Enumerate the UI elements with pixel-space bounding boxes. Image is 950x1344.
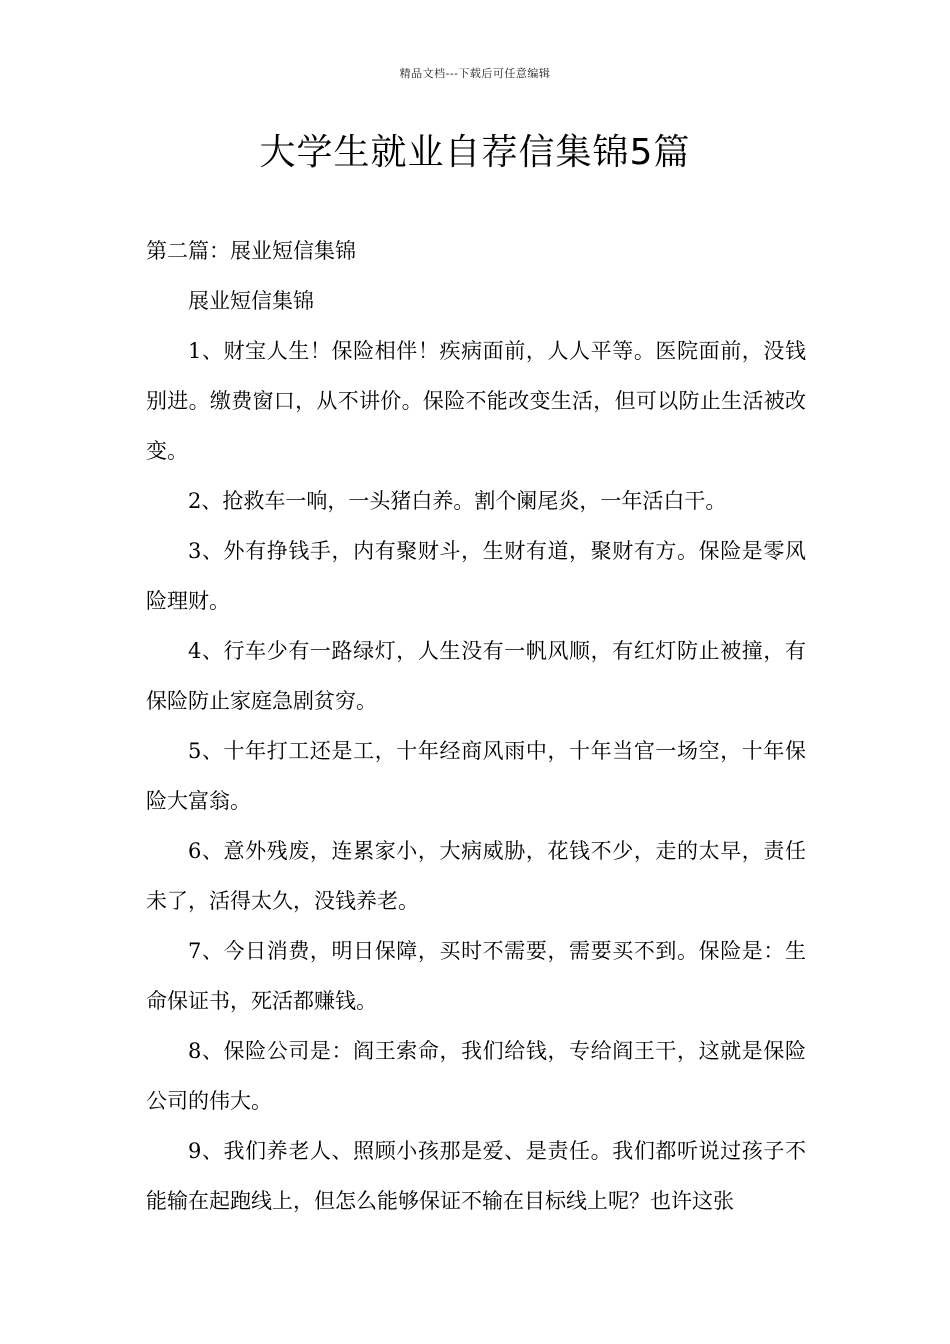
list-item: 5、十年打工还是工，十年经商风雨中，十年当官一场空，十年保险大富翁。: [146, 739, 806, 813]
document-title: 大学生就业自荐信集锦5篇: [259, 132, 691, 173]
list-item: 3、外有挣钱手，内有聚财斗，生财有道，聚财有方。保险是零风险理财。: [146, 539, 806, 613]
list-item: 2、抢救车一响，一头猪白养。割个阑尾炎，一年活白干。: [188, 489, 727, 513]
list-item: 4、行车少有一路绿灯，人生没有一帆风顺，有红灯防止被撞，有保险防止家庭急剧贫穷。: [146, 639, 806, 713]
subheading: 展业短信集锦: [188, 289, 314, 313]
list-item: 6、意外残废，连累家小，大病威胁，花钱不少，走的太早，责任未了，活得太久，没钱养老。: [146, 839, 806, 913]
document-body: [146, 226, 806, 1226]
list-item: 8、保险公司是：阎王索命，我们给钱，专给阎王干，这就是保险公司的伟大。: [146, 1039, 806, 1113]
header-note: 精品文档---下载后可任意编辑: [399, 67, 551, 80]
section-heading: 第二篇：展业短信集锦: [146, 239, 356, 263]
list-item: 7、今日消费，明日保障，买时不需要，需要买不到。保险是：生命保证书，死活都赚钱。: [146, 939, 806, 1013]
list-item: 1、财宝人生！保险相伴！疾病面前，人人平等。医院面前，没钱别进。缴费窗口，从不讲价。保险不能改变生活，但可以防止生活被改变。: [146, 339, 806, 463]
list-item: 9、我们养老人、照顾小孩那是爱、是责任。我们都听说过孩子不能输在起跑线上，但怎么能够保证不输在目标线上呢？也许这张: [146, 1139, 806, 1213]
